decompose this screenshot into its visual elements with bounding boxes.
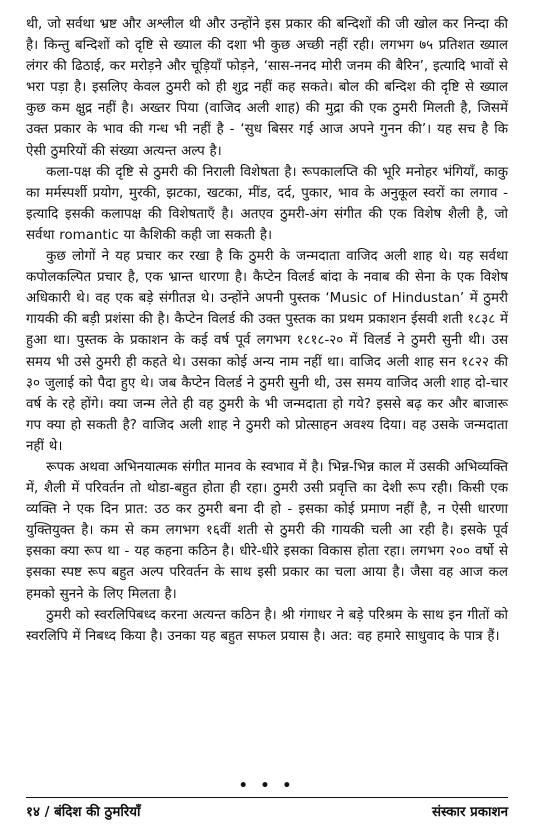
paragraph-5: ठुमरी को स्वरलिपिबध्द करना अत्यन्त कठिन है। श्री गंगाधर ने बड़े परिश्रम के साथ इन गीतों को स्वरलिपि में निबध्द किया है। उनका यह बहुत सफल प्रयास है। अत: वह हमारे साधुवाद के पात्र हैं। bbox=[26, 607, 508, 644]
paragraph-2: कला-पक्ष की दृष्टि से ठुमरी की निराली विशेषता है। रूपकालप्ति की भूरि मनोहर भंगियाँ, काकु का मर्मस्पर्शी प्रयोग, मुरकी, झटका, खटका, मींड, दर्द, पुकार, भाव के अनुकूल स्वरों का लगाव - इत्यादि इसकी कलापक्ष की विशेषताएँ है। अतएव ठुमरी-अंग संगीत की एक विशेष शैली है, जो सर्वथा romantic या कैशिकी कही जा सकती है। bbox=[26, 164, 508, 243]
footer-page-title: १४ / बंदिश की ठुमरियाँ bbox=[26, 805, 141, 820]
page-body bbox=[26, 14, 508, 647]
page-footer bbox=[26, 797, 508, 820]
footer-publisher: संस्कार प्रकाशन bbox=[431, 805, 508, 820]
paragraph-3: कुछ लोगों ने यह प्रचार कर रखा है कि ठुमरी के जन्मदाता वाजिद अली शाह थे। यह सर्वथा कपोलकल्पित प्रचार है, एक भ्रान्त धारणा है। कैप्टेन विलर्ड बांदा के नवाब की सेना के एक विशेष अधिकारी थे। वह एक बड़े संगीतज्ञ थे। उन्होंने अपनी पुस्तक ‘Music of Hindustan’ में ठुमरी गायकी की बड़ी प्रशंसा की है। कैप्टेन विलर्ड की उक्त पुस्तक का प्रथम प्रकाशन ईसवी शती १८३८ में हुआ था। पुस्तक के प्रकाशन के कई वर्ष पूर्व लगभग १८१८-२० में विलर्ड ने ठुमरी सुनी थी। उस समय भी उसे ठुमरी ही कहते थे। उसका कोई अन्य नाम नहीं था। वाजिद अली शाह सन १८२२ की ३० जुलाई को पैदा हुए थे। जब कैप्टेन विलर्ड ने ठुमरी सुनी थी, उस समय वाजिद अली शाह दो-चार वर्ष के रहे होंगे। क्या जन्म लेते ही वह ठुमरी के भी जन्मदाता हो गये? इससे बढ़ कर और बाजारू गप क्या हो सकती है? वाजिद अली शाह ने ठुमरी को प्रोत्साहन अवश्य दिया। वह उसके जन्मदाता नहीं थे। bbox=[26, 249, 508, 454]
paragraph-4: रूपक अथवा अभिनयात्मक संगीत मानव के स्वभाव में है। भिन्न-भिन्न काल में उसकी अभिव्यक्ति में, शैली में परिवर्तन तो थोडा-बहुत होता ही रहा। ठुमरी उसी प्रवृत्ति का देशी रूप रही। किसी एक व्यक्ति ने एक दिन प्रात: उठ कर ठुमरी बना दी हो - इसका कोई प्रमाण नहीं है, न ऐसी धारणा युक्तियुक्त है। कम से कम लगभग १६वीं शती से ठुमरी की गायकी चली आ रही है। इसके पूर्व इसका क्या रूप था - यह कहना कठिन है। धीरे-धीरे इसका विकास होता रहा। लगभग २०० वर्षो से इसका स्पष्ट रूप बहुत अल्प परिवर्तन के साथ इसी प्रकार का चला आया है। जैसा वह आज कल हमको सुनने के लिए मिलता है। bbox=[26, 459, 508, 602]
paragraph-1: थी, जो सर्वथा भ्रष्ट और अश्लील थी और उन्होंने इस प्रकार की बन्दिशों की जी खोल कर निन्दा की है। किन्तु बन्दिशों को दृष्टि से ख्याल की दशा भी कुछ अच्छी नहीं रही। लगभग ७५ प्रतिशत ख्याल लंगर की ढिठाई, कर मरोड़ने और चूड़ियाँ फोड़ने, ‘सास-ननद मोरी जनम की बैरिन’, इत्यादि भावों से भरा पड़ा है। इसलिए केवल ठुमरी को ही शुद्र नहीं कह सकते। बोल की बन्दिश की दृष्टि से ख्याल कुछ कम क्षुद्र नहीं है। अख्तर पिया (वाजिद अली शाह) की मुद्रा की एक ठुमरी मिलती है, जिसमें उक्त प्रकार के भाव की गन्ध भी नहीं है - ‘सुध बिसर गई आज अपने गुनन की’। यह सच है कि ऐसी ठुमरियों की संख्या अत्यन्त अल्प है। bbox=[26, 17, 508, 159]
section-separator: • • • bbox=[238, 778, 296, 794]
